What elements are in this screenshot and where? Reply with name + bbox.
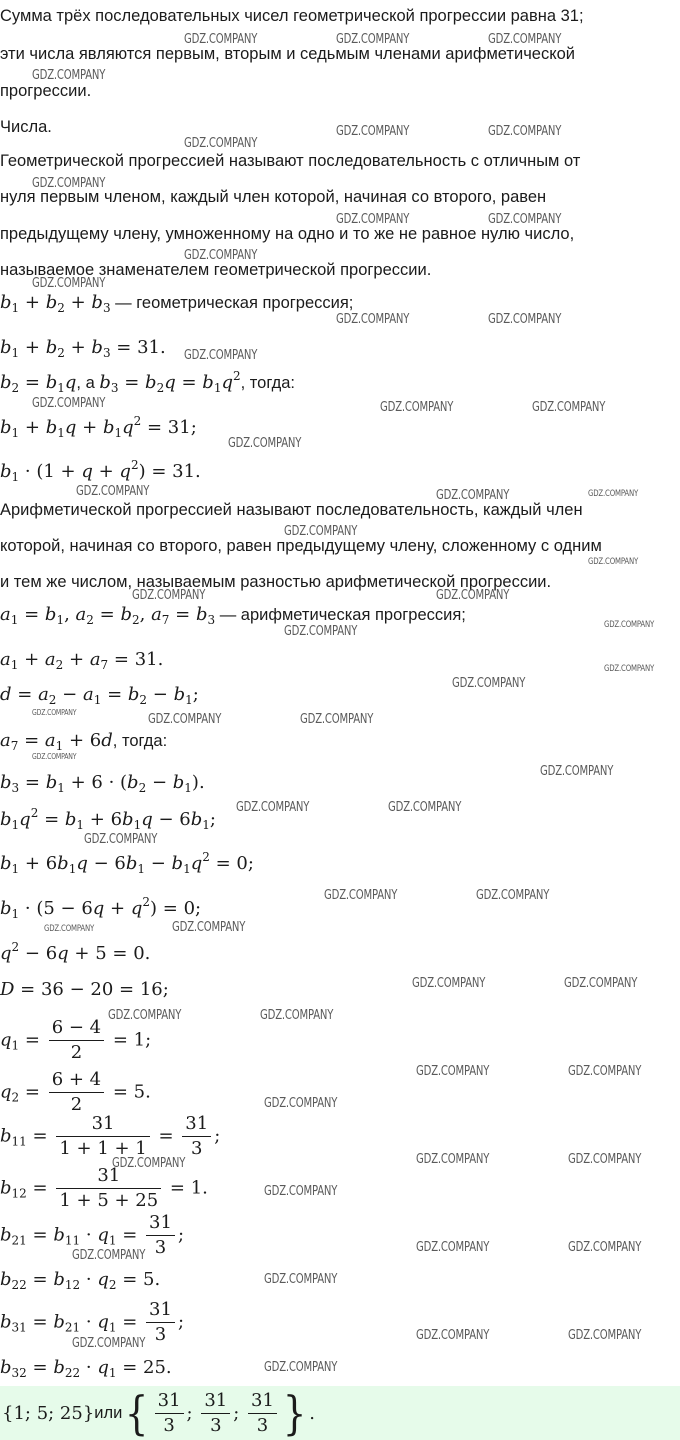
- watermark: GDZ.COMPANY: [416, 1328, 490, 1343]
- formula-arith-sum: $a_1 + a_2 + a_7 = 31$.: [0, 649, 164, 672]
- formula-zero-equation: $b_1 + 6b_1q - 6b_1 - b_1q^2 = 0$;: [0, 850, 254, 876]
- watermark: GDZ.COMPANY: [264, 1096, 338, 1111]
- left-brace: {: [125, 1386, 149, 1440]
- watermark: GDZ.COMPANY: [336, 312, 410, 327]
- watermark: GDZ.COMPANY: [184, 32, 258, 47]
- watermark: GDZ.COMPANY: [532, 400, 606, 415]
- watermark: GDZ.COMPANY: [260, 1008, 334, 1023]
- formula-b11: $b_{11}$ = $\frac{31}{1 + 1 + 1}$ = $\frac{31}{3}$ ;: [0, 1113, 221, 1159]
- watermark: GDZ.COMPANY: [488, 312, 562, 327]
- geo-definition-line-4: называемое знаменателем геометрической прогрессии.: [0, 261, 432, 279]
- watermark: GDZ.COMPANY: [436, 588, 510, 603]
- formula-b1q2: $b_1q^2 = b_1 + 6b_1q - 6b_1$;: [0, 806, 216, 832]
- watermark: GDZ.COMPANY: [388, 800, 462, 815]
- watermark: GDZ.COMPANY: [336, 32, 410, 47]
- watermark: GDZ.COMPANY: [184, 136, 258, 151]
- fraction: $\frac{6 - 4}{2}$: [49, 1016, 104, 1065]
- watermark: GDZ.COMPANY: [228, 436, 302, 451]
- answer-fraction-2: $\frac{31}{3}$: [201, 1389, 230, 1438]
- fraction: $\frac{6 + 4}{2}$: [49, 1068, 104, 1117]
- watermark: GDZ.COMPANY: [568, 1064, 642, 1079]
- problem-line-2: эти числа являются первым, вторым и седьмым членами арифметической: [0, 45, 576, 63]
- watermark: GDZ.COMPANY: [184, 248, 258, 263]
- watermark: GDZ.COMPANY: [416, 1240, 490, 1255]
- then-word: , тогда:: [240, 374, 296, 392]
- arith-definition-line-2: которой, начиная со второго, равен предыдущему члену, сложенному с одним: [0, 537, 602, 555]
- formula-b21: $b_{21} = b_{11} \cdot q_1$ = $\frac{31}{3}$ ;: [0, 1212, 185, 1258]
- fraction: $\frac{31}{3}$: [182, 1112, 211, 1161]
- watermark: GDZ.COMPANY: [284, 524, 358, 539]
- watermark: GDZ.COMPANY: [32, 276, 106, 291]
- watermark: GDZ.COMPANY: [264, 1184, 338, 1199]
- watermark: GDZ.COMPANY: [588, 489, 639, 499]
- watermark: GDZ.COMPANY: [568, 1152, 642, 1167]
- formula-geo-progression: $b_1 + b_2 + b_3$ — геометрическая прогрессия;: [0, 292, 354, 315]
- formula-geo-factored: $b_1 \cdot (1 + q + q^2) = 31$.: [0, 458, 201, 484]
- watermark: GDZ.COMPANY: [604, 620, 655, 630]
- problem-line-3: прогрессии.: [0, 82, 92, 100]
- watermark: GDZ.COMPANY: [108, 1008, 182, 1023]
- answer-fraction-1: $\frac{31}{3}$: [155, 1389, 184, 1438]
- fraction: $\frac{31}{3}$: [146, 1298, 175, 1347]
- problem-line-1: Сумма трёх последовательных чисел геометрической прогрессии равна 31;: [0, 7, 584, 25]
- formula-q2: $q_2$ = $\frac{6 + 4}{2}$ = 5.: [0, 1069, 151, 1115]
- formula-b31: $b_{31} = b_{21} \cdot q_1$ = $\frac{31}{3}$ ;: [0, 1299, 185, 1345]
- watermark: GDZ.COMPANY: [568, 1328, 642, 1343]
- formula-arith-progression: $a_1 = b_1$, $a_2 = b_2$, $a_7 = b_3$ — арифметическая прогрессия;: [0, 604, 466, 627]
- then-word-2: , тогда:: [112, 732, 168, 750]
- formula-b22: $b_{22} = b_{12} \cdot q_2 = 5$.: [0, 1269, 161, 1292]
- answer-first-set: {1; 5; 25}: [2, 1402, 95, 1424]
- watermark: GDZ.COMPANY: [380, 400, 454, 415]
- right-brace: }: [282, 1386, 307, 1440]
- fraction: $\frac{31}{1 + 5 + 25}$: [56, 1164, 161, 1213]
- watermark: GDZ.COMPANY: [148, 712, 222, 727]
- fraction: $\frac{31}{3}$: [146, 1211, 175, 1260]
- arith-definition-line-3: и тем же числом, называемым разностью арифметической прогрессии.: [0, 573, 552, 591]
- watermark: GDZ.COMPANY: [416, 1064, 490, 1079]
- watermark: GDZ.COMPANY: [540, 764, 614, 779]
- watermark: GDZ.COMPANY: [32, 752, 77, 761]
- watermark: GDZ.COMPANY: [112, 1156, 186, 1171]
- watermark: GDZ.COMPANY: [476, 888, 550, 903]
- formula-geo-substituted: $b_1 + b_1q + b_1q^2 = 31$;: [0, 414, 197, 440]
- watermark: GDZ.COMPANY: [284, 624, 358, 639]
- watermark: GDZ.COMPANY: [76, 484, 150, 499]
- watermark: GDZ.COMPANY: [236, 800, 310, 815]
- answer-fraction-3: $\frac{31}{3}$: [248, 1389, 277, 1438]
- watermark: GDZ.COMPANY: [604, 664, 655, 674]
- fraction: $\frac{31}{1 + 1 + 1}$: [56, 1112, 149, 1161]
- formula-a7: $a_7 = a_1 + 6d$, тогда:: [0, 730, 168, 753]
- formula-quadratic: $q^2 - 6q + 5 = 0$.: [0, 940, 151, 964]
- watermark: GDZ.COMPANY: [452, 676, 526, 691]
- watermark: GDZ.COMPANY: [172, 920, 246, 935]
- formula-geo-terms: $b_2 = b_1q$, а $b_3 = b_2q = b_1q^2$, тогда:: [0, 369, 296, 395]
- watermark: GDZ.COMPANY: [324, 888, 398, 903]
- watermark: GDZ.COMPANY: [72, 1248, 146, 1263]
- watermark: GDZ.COMPANY: [32, 68, 106, 83]
- geo-definition-line-3: предыдущему члену, умноженному на одно и то же не равное нулю число,: [0, 225, 575, 243]
- watermark: GDZ.COMPANY: [588, 557, 639, 567]
- answer-end: .: [309, 1402, 315, 1424]
- watermark: GDZ.COMPANY: [300, 712, 374, 727]
- watermark: GDZ.COMPANY: [264, 1272, 338, 1287]
- formula-b32: $b_{32} = b_{22} \cdot q_1 = 25$.: [0, 1357, 172, 1380]
- answer-or-word: или: [94, 1403, 123, 1422]
- watermark: GDZ.COMPANY: [32, 176, 106, 191]
- formula-q1: $q_1$ = $\frac{6 - 4}{2}$ = 1;: [0, 1017, 152, 1063]
- watermark: GDZ.COMPANY: [488, 124, 562, 139]
- watermark: GDZ.COMPANY: [84, 832, 158, 847]
- watermark: GDZ.COMPANY: [564, 976, 638, 991]
- formula-discriminant: D = 36 − 20 = 16;: [0, 979, 169, 1000]
- formula-factored-zero: $b_1 \cdot (5 - 6q + q^2) = 0$;: [0, 895, 202, 921]
- watermark: GDZ.COMPANY: [44, 924, 95, 934]
- watermark: GDZ.COMPANY: [132, 588, 206, 603]
- geo-progression-label: — геометрическая прогрессия;: [110, 294, 354, 312]
- arith-definition-line-1: Арифметической прогрессией называют последовательность, каждый член: [0, 501, 583, 519]
- watermark: GDZ.COMPANY: [412, 976, 486, 991]
- watermark: GDZ.COMPANY: [416, 1152, 490, 1167]
- watermark: GDZ.COMPANY: [336, 124, 410, 139]
- watermark: GDZ.COMPANY: [336, 212, 410, 227]
- answer-box: {1; 5; 25} или { $\frac{31}{3}$ ; $\frac{31}{3}$ ; $\frac{31}{3}$ } .: [0, 1386, 680, 1440]
- watermark: GDZ.COMPANY: [488, 32, 562, 47]
- watermark: GDZ.COMPANY: [436, 488, 510, 503]
- geo-definition-line-1: Геометрической прогрессией называют последовательность с отличным от: [0, 152, 581, 170]
- arith-progression-label: — арифметическая прогрессия;: [215, 606, 466, 624]
- formula-difference: $d = a_2 - a_1 = b_2 - b_1$;: [0, 684, 199, 707]
- watermark: GDZ.COMPANY: [264, 1360, 338, 1375]
- section-title: Числа.: [0, 118, 52, 136]
- watermark: GDZ.COMPANY: [72, 1336, 146, 1351]
- formula-geo-sum: $b_1 + b_2 + b_3 = 31$.: [0, 337, 166, 360]
- geo-definition-line-2: нуля первым членом, каждый член которой, начиная со второго, равен: [0, 188, 547, 206]
- watermark: GDZ.COMPANY: [488, 212, 562, 227]
- formula-b3: $b_3 = b_1 + 6 \cdot (b_2 - b_1)$.: [0, 772, 205, 795]
- watermark: GDZ.COMPANY: [32, 708, 77, 717]
- watermark: GDZ.COMPANY: [184, 348, 258, 363]
- watermark: GDZ.COMPANY: [32, 396, 106, 411]
- watermark: GDZ.COMPANY: [568, 1240, 642, 1255]
- formula-b12: $b_{12}$ = $\frac{31}{1 + 5 + 25}$ = 1.: [0, 1165, 208, 1211]
- and-word: , а: [76, 374, 100, 392]
